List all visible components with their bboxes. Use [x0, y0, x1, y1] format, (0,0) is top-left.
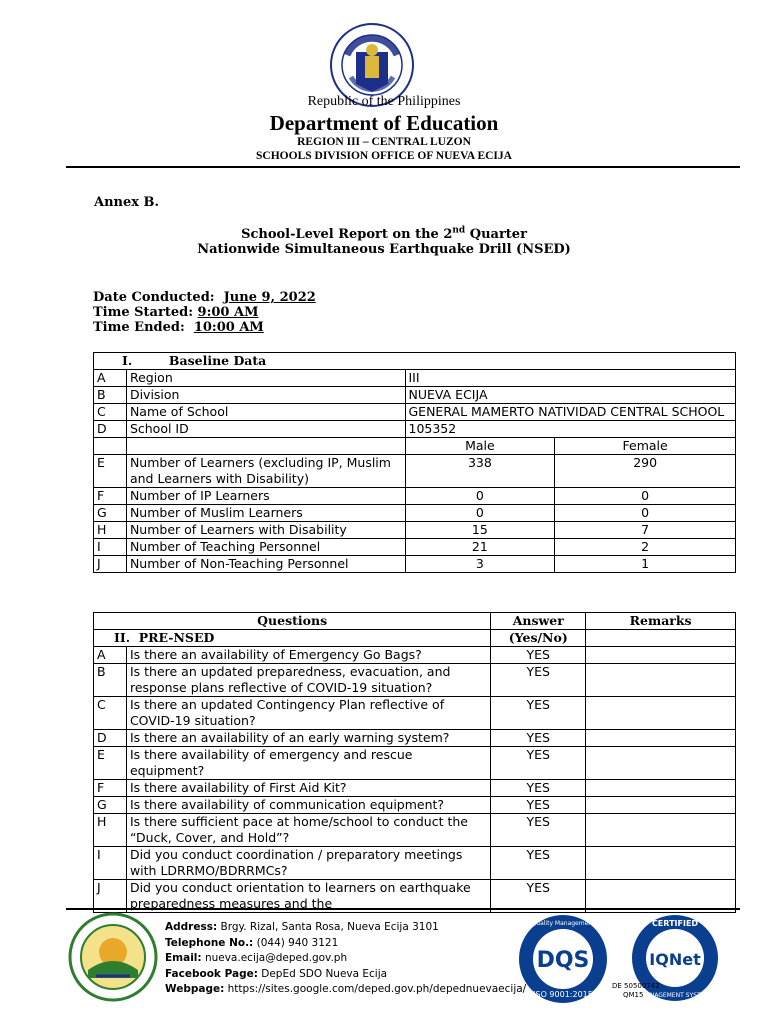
female-count: 1: [555, 556, 736, 573]
footer-divider: [66, 908, 740, 910]
table-row: [94, 505, 736, 522]
email-label: Email:: [165, 952, 202, 964]
answer-value: YES: [491, 814, 586, 847]
question-text: Is there availability of communication equipment?: [126, 797, 490, 814]
fb-value: DepEd SDO Nueva Ecija: [261, 967, 388, 980]
row-code: H: [94, 522, 127, 539]
section-heading: II. PRE-NSED: [94, 630, 491, 647]
row-code: I: [94, 539, 127, 556]
dqs-iso-logo: [517, 913, 609, 1005]
row-code: F: [94, 488, 127, 505]
row-code: H: [94, 814, 127, 847]
report-title-line2: Nationwide Simultaneous Earthquake Drill (NSED): [197, 242, 571, 257]
remarks-cell: [586, 814, 736, 847]
remarks-cell: [586, 797, 736, 814]
email-link[interactable]: nueva.ecija@deped.gov.ph: [204, 952, 348, 964]
gender-header-row: [94, 438, 736, 455]
questions-table: [93, 612, 736, 913]
row-code: I: [94, 847, 127, 880]
footer-phone: [165, 936, 526, 952]
row-label: Number of Teaching Personnel: [126, 539, 405, 556]
male-count: 15: [405, 522, 555, 539]
row-value: III: [405, 370, 736, 387]
date-label: Date Conducted:: [93, 290, 215, 305]
footer-webpage: [165, 982, 526, 998]
iso-text: ISO 9001:2015: [533, 990, 593, 999]
report-title-text: School-Level Report on the 2nd Quarter: [241, 226, 527, 243]
table-row: [94, 370, 736, 387]
row-code: G: [94, 797, 127, 814]
row-code: G: [94, 505, 127, 522]
iqnet-text: IQNet: [649, 950, 701, 969]
footer-address: [165, 920, 526, 936]
row-label: Number of Learners (excluding IP, Muslim and Learners with Disability): [126, 455, 405, 488]
row-value: GENERAL MAMERTO NATIVIDAD CENTRAL SCHOOL: [405, 404, 736, 421]
footer-facebook: [165, 967, 526, 983]
row-label: Number of Learners with Disability: [126, 522, 405, 539]
table-row: [94, 747, 736, 780]
row-label: Number of Non-Teaching Personnel: [126, 556, 405, 573]
baseline-heading: [94, 353, 736, 370]
row-code: A: [94, 647, 127, 664]
table-row: [94, 780, 736, 797]
answer-value: YES: [491, 697, 586, 730]
question-text: Did you conduct coordination / preparatory meetings with LDRRMO/BDRRMCs?: [126, 847, 490, 880]
cert-sub-value: QM15: [623, 991, 644, 999]
footer-contact: [165, 920, 526, 998]
region-line: REGION III – CENTRAL LUZON: [297, 136, 471, 148]
table-row: [94, 664, 736, 697]
row-code: J: [94, 556, 127, 573]
question-text: Is there sufficient pace at home/school to conduct the “Duck, Cover, and Hold”?: [126, 814, 490, 847]
table-row: [94, 404, 736, 421]
dqs-text: DQS: [536, 948, 590, 973]
row-code: E: [94, 747, 127, 780]
time-started: [93, 305, 258, 320]
table-row: [94, 421, 736, 438]
table-row: [94, 814, 736, 847]
table-row: [94, 387, 736, 404]
answer-value: YES: [491, 647, 586, 664]
iqnet-bottom-text: MANAGEMENT SYSTEM: [640, 992, 710, 999]
baseline-heading-num: I.: [122, 353, 133, 368]
annex-label: Annex B.: [94, 195, 160, 210]
female-header: Female: [555, 438, 736, 455]
iqnet-top-text: CERTIFIED: [651, 919, 699, 928]
phone-label: Telephone No.:: [165, 936, 254, 949]
dqs-top-text: Quality Management: [531, 920, 595, 927]
table-row: [94, 556, 736, 573]
remarks-cell: [586, 697, 736, 730]
row-code: J: [94, 880, 127, 913]
row-value: NUEVA ECIJA: [405, 387, 736, 404]
table-row: [94, 697, 736, 730]
table-row: [94, 488, 736, 505]
answer-sub-header: (Yes/No): [491, 630, 586, 647]
row-code: D: [94, 421, 127, 438]
row-code: A: [94, 370, 127, 387]
female-count: 0: [555, 488, 736, 505]
female-count: 7: [555, 522, 736, 539]
row-label: Name of School: [126, 404, 405, 421]
table-row: [94, 522, 736, 539]
question-text: Is there availability of emergency and rescue equipment?: [126, 747, 490, 780]
blank-cell: [586, 630, 736, 647]
remarks-cell: [586, 847, 736, 880]
male-count: 0: [405, 505, 555, 522]
answer-value: YES: [491, 880, 586, 913]
table-row: [94, 539, 736, 556]
male-count: 21: [405, 539, 555, 556]
question-text: Is there an availability of an early warning system?: [126, 730, 490, 747]
phone-value: (044) 940 3121: [256, 936, 339, 949]
remarks-cell: [586, 730, 736, 747]
table-row: [94, 797, 736, 814]
baseline-heading-text: Baseline Data: [168, 353, 267, 368]
web-link[interactable]: https://sites.google.com/deped.gov.ph/depednuevaecija/: [227, 983, 527, 995]
question-text: Is there an updated preparedness, evacuation, and response plans reflective of COVID-19 situation?: [126, 664, 490, 697]
table-row: [94, 455, 736, 488]
footer-email: [165, 951, 526, 967]
row-label: Division: [126, 387, 405, 404]
male-header: Male: [405, 438, 555, 455]
question-text: Is there an updated Contingency Plan reflective of COVID-19 situation?: [126, 697, 490, 730]
table-row: [94, 730, 736, 747]
answer-value: YES: [491, 797, 586, 814]
start-label: Time Started:: [93, 305, 193, 320]
report-title-line1: [0, 226, 768, 242]
row-code: C: [94, 404, 127, 421]
answer-value: YES: [491, 780, 586, 797]
answer-value: YES: [491, 730, 586, 747]
department-title: Department of Education: [269, 111, 499, 135]
table-row: [94, 847, 736, 880]
address-value: Brgy. Rizal, Santa Rosa, Nueva Ecija 3101: [220, 921, 439, 933]
end-label: Time Ended:: [93, 320, 185, 335]
question-text: Is there availability of First Aid Kit?: [126, 780, 490, 797]
baseline-table: [93, 352, 736, 573]
row-code: F: [94, 780, 127, 797]
republic-line: Republic of the Philippines: [307, 94, 461, 109]
date-conducted: [93, 290, 316, 305]
remarks-cell: [586, 664, 736, 697]
row-code: B: [94, 387, 127, 404]
remarks-col-header: Remarks: [586, 613, 736, 630]
answer-col-header: Answer: [491, 613, 586, 630]
row-label: School ID: [126, 421, 405, 438]
remarks-cell: [586, 747, 736, 780]
female-count: 290: [555, 455, 736, 488]
table-row: [94, 647, 736, 664]
male-count: 338: [405, 455, 555, 488]
remarks-cell: [586, 647, 736, 664]
answer-value: YES: [491, 747, 586, 780]
answer-value: YES: [491, 664, 586, 697]
row-code: D: [94, 730, 127, 747]
answer-value: YES: [491, 847, 586, 880]
cert-code: [612, 982, 660, 1000]
end-value: 10:00 AM: [193, 320, 264, 335]
question-text: Did you conduct orientation to learners on earthquake preparedness measures and the: [126, 880, 490, 913]
division-office-line: SCHOOLS DIVISION OFFICE OF NUEVA ECIJA: [256, 150, 512, 162]
row-label: Number of Muslim Learners: [126, 505, 405, 522]
row-code: C: [94, 697, 127, 730]
male-count: 3: [405, 556, 555, 573]
row-label: Number of IP Learners: [126, 488, 405, 505]
male-count: 0: [405, 488, 555, 505]
question-text: Is there an availability of Emergency Go Bags?: [126, 647, 490, 664]
row-code: B: [94, 664, 127, 697]
female-count: 2: [555, 539, 736, 556]
female-count: 0: [555, 505, 736, 522]
row-code: E: [94, 455, 127, 488]
start-value: 9:00 AM: [197, 305, 259, 320]
header-divider: [66, 166, 740, 168]
blank-cell: [126, 438, 405, 455]
sdo-nueva-ecija-logo: [68, 912, 158, 1002]
section-row: [94, 630, 736, 647]
fb-label: Facebook Page:: [165, 967, 258, 980]
date-value: June 9, 2022: [223, 290, 316, 305]
remarks-cell: [586, 780, 736, 797]
time-ended: [93, 320, 264, 335]
row-label: Region: [126, 370, 405, 387]
web-label: Webpage:: [165, 983, 225, 995]
address-label: Address:: [165, 921, 218, 933]
cert-code-value: DE 50500742: [612, 982, 660, 990]
questions-header-row: [94, 613, 736, 630]
baseline-heading-row: [94, 353, 736, 370]
blank-cell: [94, 438, 127, 455]
questions-col-header: Questions: [94, 613, 491, 630]
row-value: 105352: [405, 421, 736, 438]
